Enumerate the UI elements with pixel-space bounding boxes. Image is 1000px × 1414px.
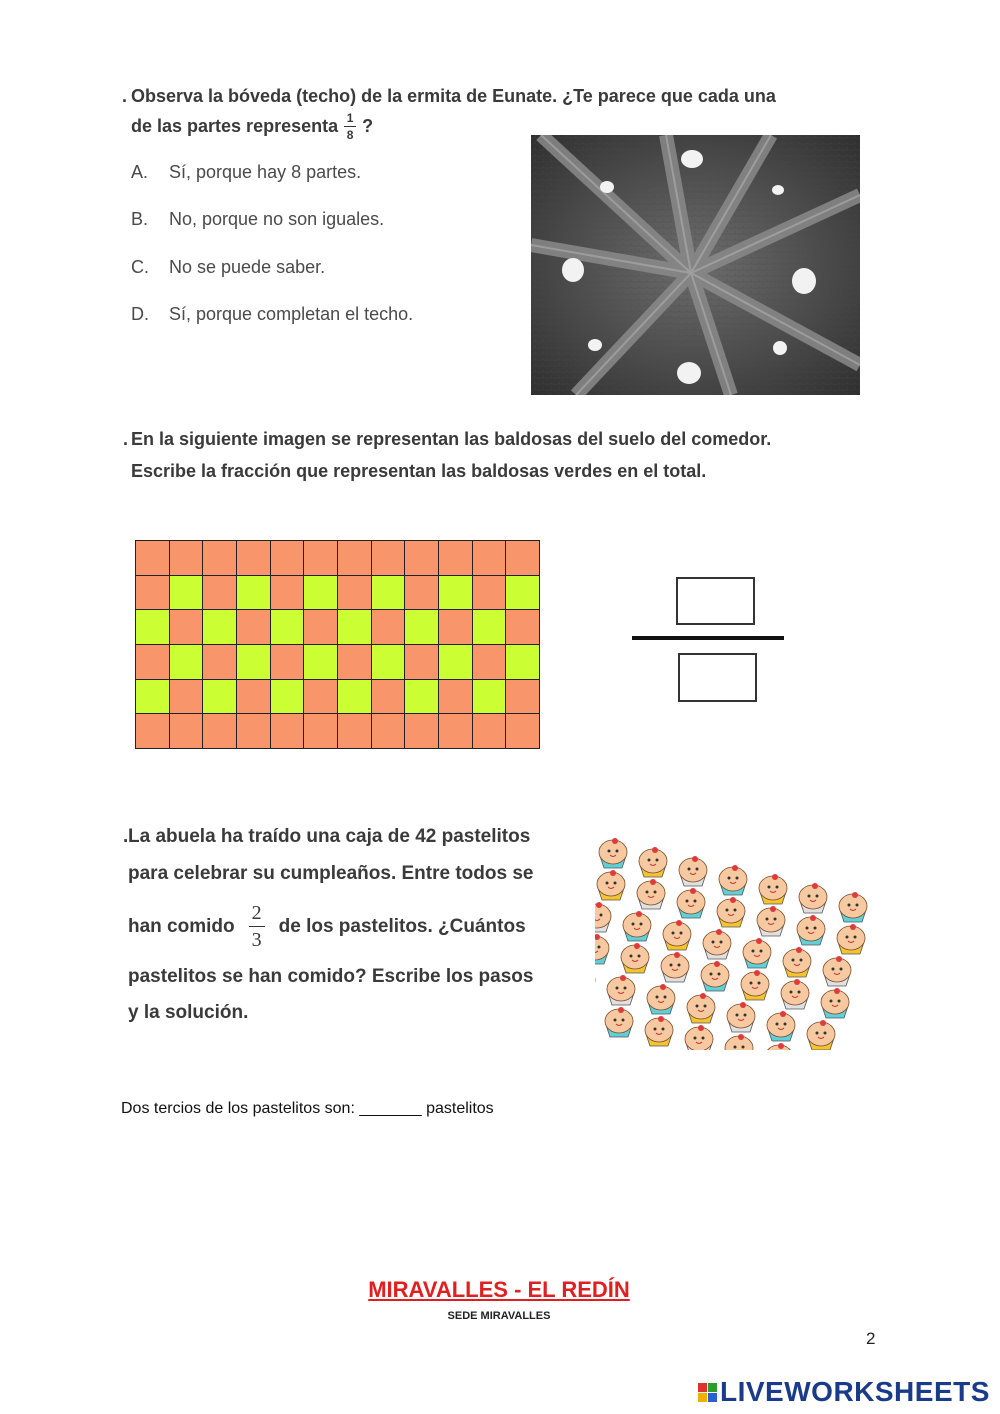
tile-orange [236,609,271,645]
cupcake-icon [685,1025,713,1050]
cupcake-icon [621,943,649,973]
tile-green [270,609,305,645]
tile-orange [371,679,406,715]
cupcake-icon [807,1020,835,1050]
tile-orange [303,713,338,749]
cupcake-icon [821,988,849,1018]
tile-green [371,644,406,680]
tile-orange [371,713,406,749]
cupcake-icon [597,870,625,900]
cupcake-icon [725,1034,753,1050]
tile-orange [337,644,372,680]
q3-fraction-denominator: 3 [251,929,262,951]
cupcake-icon [637,879,665,909]
liveworksheets-logo-icon [698,1383,717,1402]
tile-green [404,609,439,645]
tile-orange [135,575,170,611]
q2-text-line2: Escribe la fracción que representan las baldosas verdes en el total. [131,461,707,481]
tile-orange [438,713,473,749]
option-text: No, porque no son iguales. [169,209,385,229]
tile-orange [270,575,305,611]
tile-orange [505,540,540,576]
cupcake-icon [743,938,771,968]
tile-green [303,575,338,611]
tile-green [236,575,271,611]
tile-orange [404,540,439,576]
q3-line5: y la solución. [128,1002,249,1023]
tile-green [202,679,237,715]
tile-green [135,609,170,645]
cupcake-icon [623,911,651,941]
tile-orange [270,540,305,576]
tile-orange [371,540,406,576]
tile-orange [371,609,406,645]
fraction-bar [632,636,784,640]
tile-orange [303,609,338,645]
cupcake-icon [823,956,851,986]
cupcake-icon [767,1011,795,1041]
tile-orange [202,713,237,749]
tile-green [169,575,204,611]
tile-grid [135,540,539,748]
tile-green [438,575,473,611]
cupcake-icon [687,993,715,1023]
q2-marker: . [123,429,129,449]
cupcake-icon [599,838,627,868]
tile-orange [438,540,473,576]
cupcake-icon [757,906,785,936]
option-letter: D. [131,304,149,324]
liveworksheets-brand: LIVEWORKSHEETS [720,1376,990,1407]
q1-text-line2-prefix: de las partes representa [131,116,339,136]
tile-orange [505,713,540,749]
tile-green [236,644,271,680]
cupcake-icon [677,888,705,918]
tile-orange [404,713,439,749]
q3-line2: para celebrar su cumpleaños. Entre todos se [128,863,534,884]
q1-fraction-numerator: 1 [346,111,354,125]
cupcakes-illustration [595,830,910,1050]
cupcake-icon [839,892,867,922]
cupcake-icon [781,979,809,1009]
tile-orange [270,644,305,680]
tile-orange [337,540,372,576]
tile-orange [438,609,473,645]
q1-option-b[interactable] [131,209,384,230]
tile-green [303,644,338,680]
cupcake-icon [679,856,707,886]
tile-orange [236,679,271,715]
tile-orange [472,575,507,611]
tile-orange [472,713,507,749]
tile-orange [135,540,170,576]
tile-green [337,679,372,715]
option-text: No se puede saber. [169,257,326,277]
cupcake-icon [607,975,635,1005]
tile-orange [169,609,204,645]
tile-orange [169,713,204,749]
tile-orange [270,713,305,749]
cupcake-icon [727,1002,755,1032]
cupcake-icon [647,984,675,1014]
tile-orange [202,644,237,680]
q3-line3-suffix: de los pastelitos. ¿Cuántos [278,915,526,937]
cupcake-icon [719,865,747,895]
option-letter: C. [131,257,149,277]
option-text: Sí, porque hay 8 partes. [169,162,362,182]
q1-option-d[interactable] [131,304,413,325]
q3-marker: . [123,826,129,847]
tile-green [337,609,372,645]
tile-green [438,644,473,680]
numerator-input[interactable] [676,577,755,625]
tile-orange [438,679,473,715]
q3-line1: La abuela ha traído una caja de 42 pastelitos [128,826,531,847]
tile-orange [337,575,372,611]
tile-orange [505,609,540,645]
denominator-input[interactable] [678,653,757,702]
q3-answer-line[interactable]: Dos tercios de los pastelitos son: _______ pastelitos [121,1100,494,1117]
tile-green [505,575,540,611]
q1-fraction-denominator: 8 [346,128,354,142]
cupcake-icon [799,883,827,913]
tile-green [135,679,170,715]
cupcake-icon [783,947,811,977]
option-letter: A. [131,162,149,182]
tile-orange [404,575,439,611]
tile-orange [303,679,338,715]
tile-orange [169,679,204,715]
liveworksheets-logo[interactable] [698,1376,990,1408]
tile-orange [202,540,237,576]
cupcake-icon [797,915,825,945]
tile-orange [135,713,170,749]
cupcake-icon [595,902,611,932]
tile-orange [202,575,237,611]
tile-green [169,644,204,680]
cupcake-icon [765,1043,793,1050]
cupcake-icon [605,1007,633,1037]
cupcake-icon [759,874,787,904]
q1-marker: . [122,86,128,106]
cupcake-icon [703,929,731,959]
q2-text-line1: En la siguiente imagen se representan las baldosas del suelo del comedor. [131,429,772,449]
cupcake-icon [717,897,745,927]
q3-line4: pastelitos se han comido? Escribe los pasos [128,966,534,987]
q1-option-c[interactable] [131,257,325,278]
tile-orange [505,679,540,715]
q1-fraction [344,112,356,141]
sede-name: SEDE MIRAVALLES [447,1310,551,1322]
cupcake-icon [701,961,729,991]
tile-orange [236,540,271,576]
tile-orange [337,713,372,749]
q1-text-line2 [131,112,373,141]
q3-fraction-numerator: 2 [251,902,262,924]
tile-orange [303,540,338,576]
q1-text-line1: Observa la bóveda (techo) de la ermita de Eunate. ¿Te parece que cada una [131,86,776,106]
cupcake-icon [661,952,689,982]
tile-green [472,609,507,645]
tile-orange [236,713,271,749]
option-text: Sí, porque completan el techo. [169,304,414,324]
tile-green [505,644,540,680]
q3-fraction [249,903,265,950]
tile-orange [169,540,204,576]
tile-green [270,679,305,715]
q3-line3-prefix: han comido [128,915,235,937]
tile-orange [472,540,507,576]
cupcake-icon [639,847,667,877]
tile-green [472,679,507,715]
tile-orange [404,644,439,680]
page-number: 2 [866,1329,876,1348]
tile-green [371,575,406,611]
cupcake-icon [741,970,769,1000]
tile-orange [135,644,170,680]
school-name: MIRAVALLES - EL REDÍN [368,1277,630,1302]
cupcake-icon [645,1016,673,1046]
vault-photo [531,135,860,395]
option-letter: B. [131,209,149,229]
cupcake-icon [837,924,865,954]
tile-green [202,609,237,645]
q1-text-line2-suffix: ? [362,116,374,136]
tile-orange [472,644,507,680]
q3-line3 [128,903,526,950]
cupcake-icon [663,920,691,950]
cupcake-icon [595,934,609,964]
tile-green [404,679,439,715]
q1-option-a[interactable] [131,162,361,183]
